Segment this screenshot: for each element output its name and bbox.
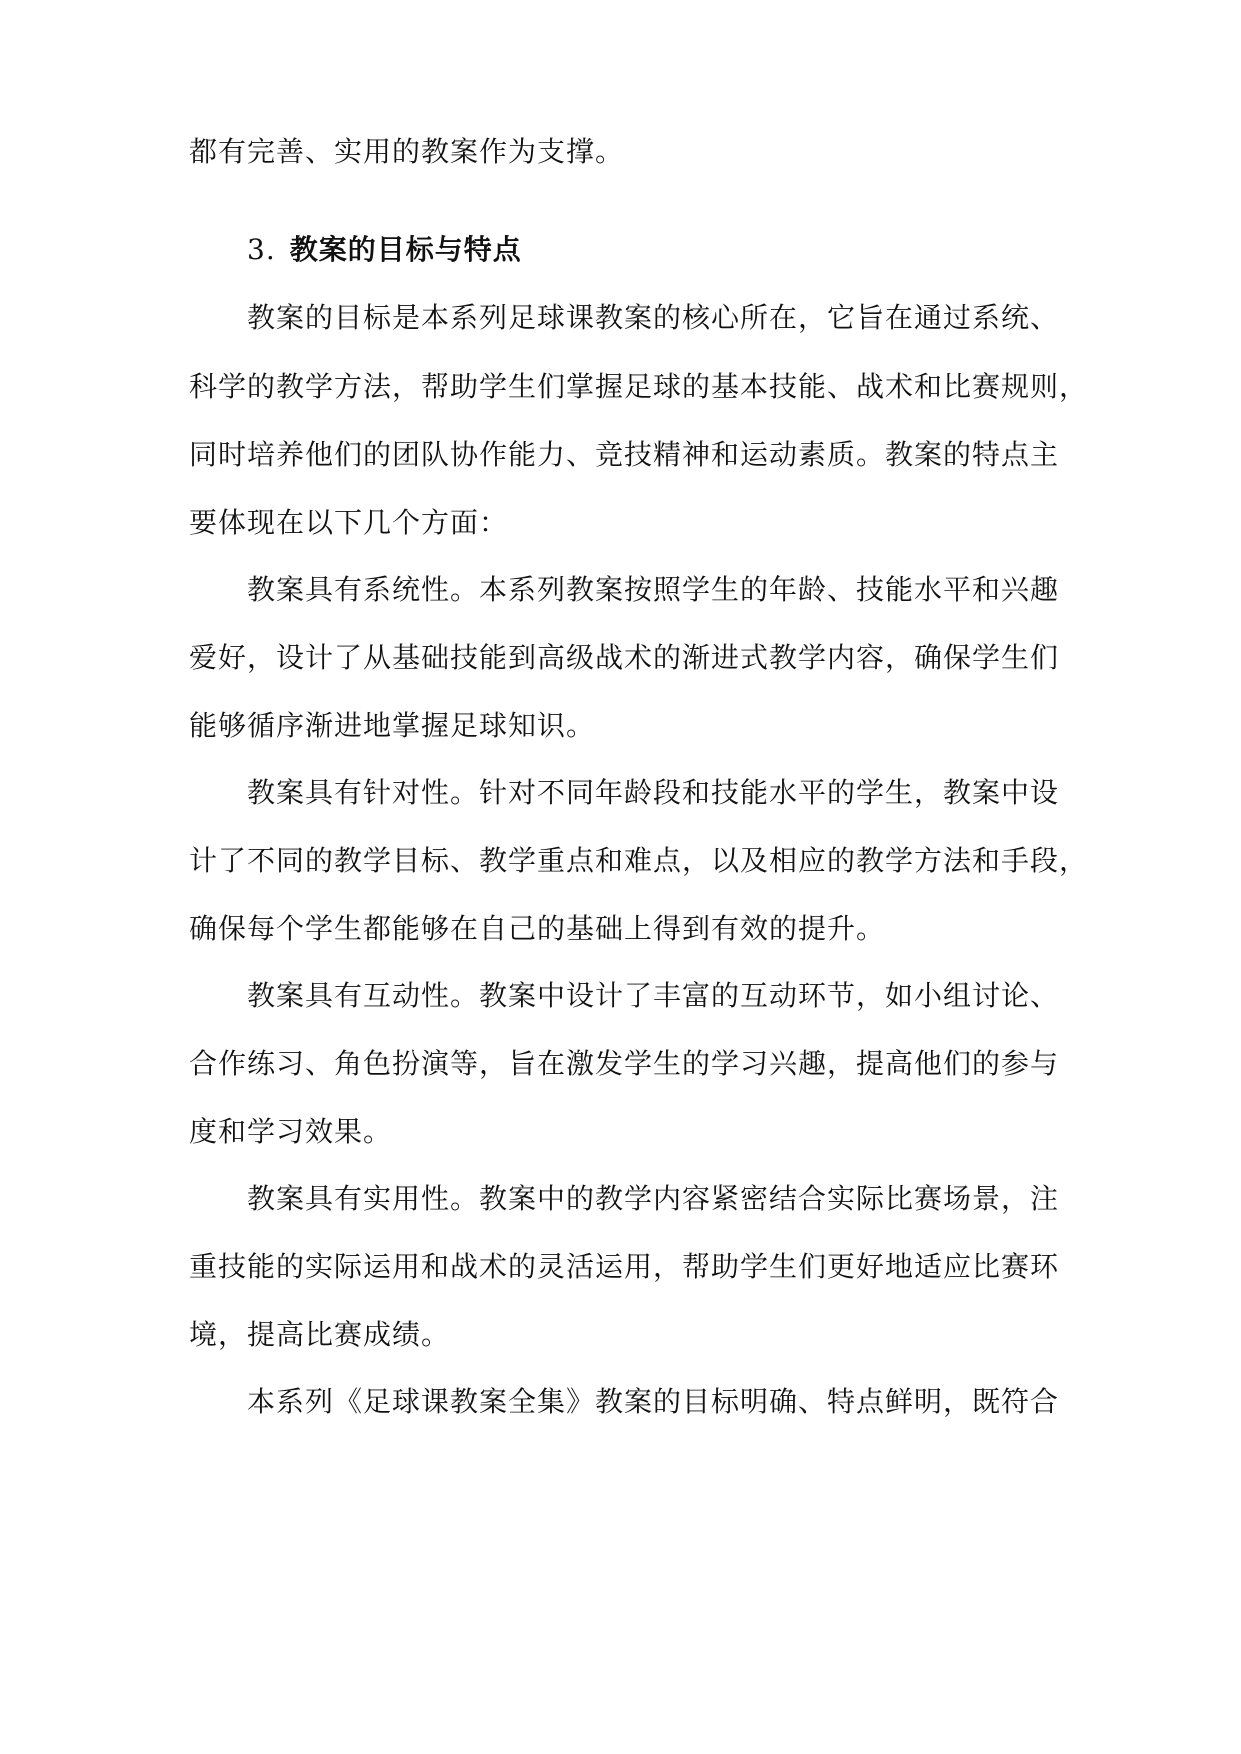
text-line: 合作练习、角色扮演等，旨在激发学生的学习兴趣，提高他们的参与	[189, 1047, 1060, 1080]
text-line: 确保每个学生都能够在自己的基础上得到有效的提升。	[189, 912, 886, 945]
section-heading	[247, 230, 522, 270]
text-line: 科学的教学方法，帮助学生们掌握足球的基本技能、战术和比赛规则，	[189, 370, 1089, 403]
text-line: 教案具有针对性。针对不同年龄段和技能水平的学生，教案中设	[247, 776, 1060, 809]
text-line: 计了不同的教学目标、教学重点和难点，以及相应的教学方法和手段，	[189, 844, 1089, 877]
section-title: 教案的目标与特点	[289, 233, 522, 266]
text-line: 要体现在以下几个方面：	[189, 506, 509, 539]
text-line: 教案具有互动性。教案中设计了丰富的互动环节，如小组讨论、	[247, 979, 1060, 1012]
text-line: 重技能的实际运用和战术的灵活运用，帮助学生们更好地适应比赛环	[189, 1250, 1060, 1283]
text-line: 本系列《足球课教案全集》教案的目标明确、特点鲜明，既符合	[247, 1385, 1060, 1418]
section-number: 3.	[247, 233, 276, 266]
text-line: 都有完善、实用的教案作为支撑。	[189, 135, 625, 168]
text-line: 教案具有实用性。教案中的教学内容紧密结合实际比赛场景，注	[247, 1182, 1060, 1215]
text-line: 教案具有系统性。本系列教案按照学生的年龄、技能水平和兴趣	[247, 573, 1060, 606]
text-line: 教案的目标是本系列足球课教案的核心所在，它旨在通过系统、	[247, 301, 1060, 334]
text-line: 境，提高比赛成绩。	[189, 1318, 451, 1351]
text-line: 度和学习效果。	[189, 1115, 393, 1148]
text-line: 同时培养他们的团队协作能力、竞技精神和运动素质。教案的特点主	[189, 438, 1060, 471]
text-line: 能够循序渐进地掌握足球知识。	[189, 709, 596, 742]
text-line: 爱好，设计了从基础技能到高级战术的渐进式教学内容，确保学生们	[189, 641, 1060, 674]
